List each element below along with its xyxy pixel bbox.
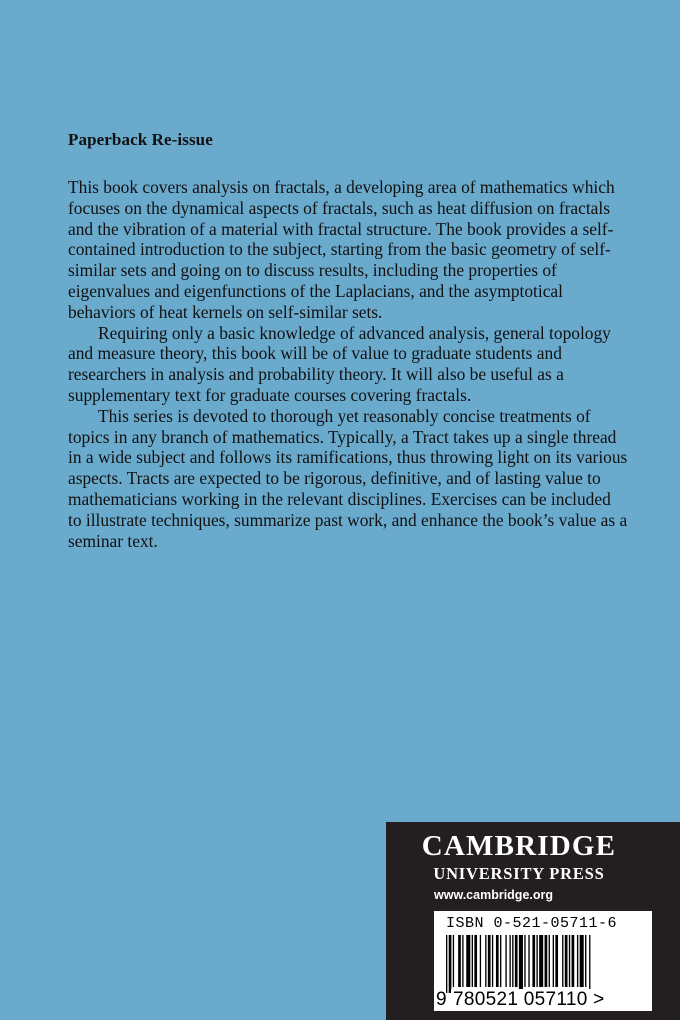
barcode-bar (565, 935, 568, 987)
barcode-bar (562, 935, 563, 987)
barcode-bar (449, 935, 452, 993)
barcode-bar (500, 935, 501, 987)
barcode-label (434, 911, 652, 1011)
barcode-bar (555, 935, 558, 987)
barcode-bar (569, 935, 570, 987)
barcode-bar (577, 935, 578, 987)
barcode-bar (496, 935, 499, 987)
blurb-paragraph-2: Requiring only a basic knowledge of advanced analysis, general topology and measure theory, this book will be of value to graduate students and researchers in analysis and probability theory. It will also be useful as a supplementary text for graduate courses covering fractals. (68, 322, 611, 405)
barcode-bar (549, 935, 550, 987)
barcode-icon (444, 935, 644, 993)
barcode-bar (462, 935, 463, 987)
barcode-bar (466, 935, 470, 987)
barcode-bar (532, 935, 535, 987)
barcode-bar (472, 935, 473, 987)
barcode-bar (589, 935, 590, 993)
barcode-bar (453, 935, 454, 987)
blurb-paragraph-3: This series is devoted to thorough yet reasonably concise treatments of topics in any branch of mathematics. Typically, a Tract takes up a single thread in a wide subject and follows its ramifications, thus throwing light on its various aspects. Tracts are expected to be rigorous, definitive, and of lasting value to mathematicians working in the relevant disciplines. Exercises can be included to illustrate techniques, summarize past work, and enhance the book’s value as a seminar text. (68, 405, 628, 551)
barcode-bar (446, 935, 447, 993)
barcode-bar (509, 935, 510, 987)
barcode-bar (585, 935, 586, 987)
barcode-bar (515, 935, 518, 987)
barcode-bar (572, 935, 575, 987)
barcode-bar (458, 935, 461, 987)
publisher-panel (386, 822, 680, 1020)
barcode-bar (488, 935, 491, 987)
ean-digits: 780521 057110 > (453, 989, 605, 1010)
barcode-bar (545, 935, 548, 987)
barcode-bar (512, 935, 513, 987)
blurb-text (68, 177, 628, 551)
isbn-text: ISBN 0-521-05711-6 (446, 915, 618, 932)
barcode-bar (492, 935, 493, 987)
barcode-bar (580, 935, 584, 987)
barcode-bar (519, 935, 523, 993)
barcode-bar (528, 935, 529, 987)
barcode-bar (536, 935, 537, 987)
publisher-name: CAMBRIDGE (421, 830, 617, 862)
barcode-bar (480, 935, 481, 987)
blurb-paragraph-1: This book covers analysis on fractals, a developing area of mathematics which focuses on the dynamical aspects of fractals, such as heat diffusion on fractals and the vibration of a material with fractal structure. The book provides a self-contained introduction to the subject, starting from the basic geometry of self-similar sets and going on to discuss results, including the properties of eigenvalues and eigenfunctions of the Laplacians, and the asymptotical behaviors of heat kernels on self-similar sets. (68, 177, 615, 322)
publisher-subtitle: UNIVERSITY PRESS (433, 864, 605, 883)
barcode-bar (539, 935, 543, 987)
barcode-bar (485, 935, 486, 987)
cover-heading: Paperback Re-issue (68, 130, 213, 149)
barcode-bar (553, 935, 554, 987)
publisher-url: www.cambridge.org (434, 888, 554, 902)
barcode-bar (474, 935, 477, 987)
barcode-bar (505, 935, 506, 987)
barcode-bar (524, 935, 525, 987)
ean-leading-digit: 9 (436, 989, 447, 1010)
